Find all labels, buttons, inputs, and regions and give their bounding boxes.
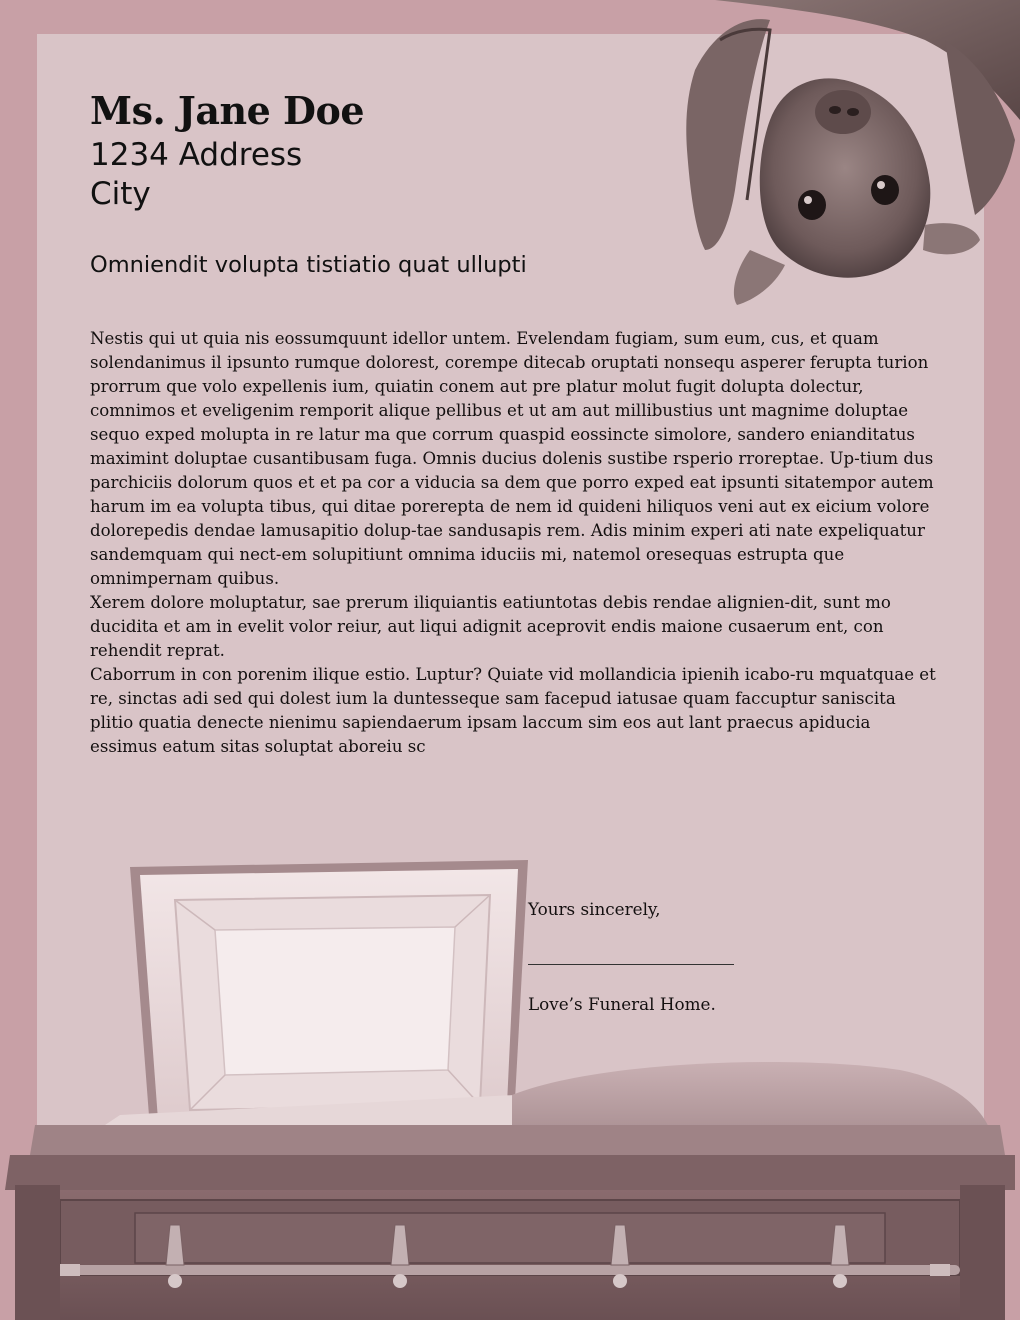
signature-line xyxy=(528,964,734,965)
bat-image xyxy=(675,0,1020,310)
body-paragraph: Nestis qui ut quia nis eossumquunt idellor untem. Evelendam fugiam, sum eum, cus, et quam solendanimus il ipsunto rumque dolorest, corempe ditecab oruptati nonsequ asperer ferupta turion prorrum que volo expellenis ium, quiatin conem aut pre platur molut fugit dolupta dolectur, comnimos et eveligenim remporit alique pellibus et ut am aut millibustius unt magnime doluptae sequo exped molupta in re latur ma que corrum quaspid eossincte simolore, sandero enianditatus maximint doluptae cusantibusam fuga. Omnis ducius dolenis sustibe rsperio rroreptae. Up-tium dus parchiciis dolorum quos et et pa cor a viducia sa dem que porro exped eat ipsunti sitatempor autem harum im ea volupta tibus, qui ditae porerepta de nem id quideni hiliquos veni aut ex eicium volore dolorepedis dendae lamusapitio dolup-tae sandusapis rem. Adis minim experi ati nate expeliquatur sandemquam qui nect-em solupitiunt omnima iduciis mi, natemol oresequas estrupta que omnimpernam quibus. xyxy=(90,329,934,588)
letter-subject: Omniendit volupta tistiatio quat ullupti xyxy=(90,252,527,278)
closing-salutation: Yours sincerely, xyxy=(528,899,661,919)
casket-image xyxy=(0,855,1020,1320)
body-paragraph: Caborrum in con porenim ilique estio. Luptur? Quiate vid mollandicia ipienih icabo-ru mquatquae et re, sinctas adi sed qui dolest ium la duntesseque sam facepud iatusae quam faccuptur saniscita plitio quatia denecte nienimu sapiendaerum ipsam laccum sim eos aut lant praecus apiducia essimus eatum sitas soluptat aboreiu sc xyxy=(90,665,936,756)
sender-name: Love’s Funeral Home. xyxy=(528,994,716,1014)
recipient-address: 1234 Address xyxy=(90,137,303,173)
letter-body xyxy=(90,327,940,759)
body-paragraph: Xerem dolore moluptatur, sae prerum iliquiantis eatiuntotas debis rendae alignien-dit, sunt mo ducidita et am in evelit volor reiur, aut liqui adignit aceprovit endis maione cusaerum ent, con rehendit reprat. xyxy=(90,593,891,660)
recipient-city: City xyxy=(90,176,151,212)
recipient-name: Ms. Jane Doe xyxy=(90,88,365,133)
